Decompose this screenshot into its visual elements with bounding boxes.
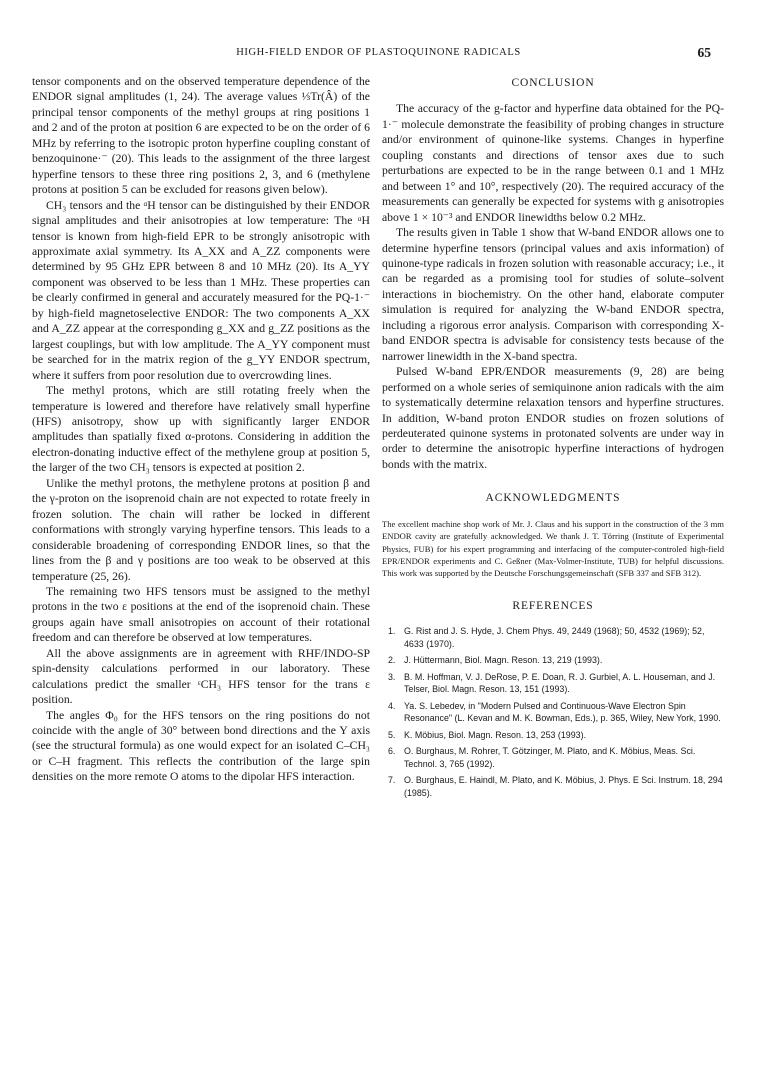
reference-item	[382, 654, 724, 667]
paragraph: tensor components and on the observed temperature dependence of the ENDOR signal amplitudes (1, 24). The average values ⅓Tr(Â) of the principal tensor components of the methyl groups at ring positions 1 and 2 and of the proton at position 6 are expected to be on the order of 6 MHz by referring to the isotropic proton hyperfine coupling constant of benzoquinone·⁻ (20). This leads to the assignment of the three largest hyperfine tensors to these three ring positions 2, 3, and 6 (methylene protons at position 5 can be excluded for reasons given below).	[32, 75, 370, 197]
reference-number: 2.	[388, 655, 396, 666]
paragraph: The remaining two HFS tensors must be assigned to the methyl protons in the two ε positions at the end of the isoprenoid chain. These groups again have small anisotropies on account of their rotational freedom and can therefore be observed at low temperatures.	[32, 584, 370, 645]
reference-number: 1.	[388, 626, 396, 637]
running-title: HIGH-FIELD ENDOR OF PLASTOQUINONE RADICALS	[236, 47, 521, 58]
paragraph: CH₃ tensors and the ᵅH tensor can be distinguished by their ENDOR signal amplitudes and their anisotropies at low temperature: The ᵅH tensor is known from high-field EPR to be strongly anisotropic with approximate axial symmetry. Its A_XX and A_ZZ components were determined by 95 GHz EPR between 8 and 10 MHz (20). Its A_YY component was observed to be less than 1 MHz. These properties can be clearly confirmed in general and accurately measured for the PQ-1·⁻ by high-field magnetoselective ENDOR: The two components A_XX and A_ZZ appear at the corresponding g_XX and g_ZZ positions as the largest couplings, but with low amplitude. The A_YY component must be searched for in the matrix region of the g_YY ENDOR spectrum, where it suffers from poor resolution due to overcrowding lines.	[32, 198, 370, 382]
paragraph: Pulsed W-band EPR/ENDOR measurements (9, 28) are being performed on a whole series of semiquinone anion radicals with the aim to systematically determine relaxation tensors and hyperfine structures. In addition, W-band proton ENDOR studies on frozen solutions of perdeuterated quinone systems in protonated solvents are under way in order to determine the anisotropic hyperfine interactions of hydrogen bonds with the matrix.	[382, 365, 724, 471]
acknowledgments-text: The excellent machine shop work of Mr. J. Claus and his support in the construction of the 3 mm ENDOR cavity are gratefully acknowledged. We thank J. T. Törring (Institute of Experimental Physics, FUB) for his expert programming and interfacing of the computer-controled high-field EPR/ENDOR experiments and C. Geßner (Max-Volmer-Institute, TUB) for helpful discussions. This work was supported by the Deutsche Forschungsgemeinschaft (SFB 337 and SFB 312).	[382, 518, 724, 579]
left-column	[32, 74, 370, 785]
reference-item	[382, 671, 724, 696]
reference-text: K. Möbius, Biol. Magn. Reson. 13, 253 (1993).	[404, 729, 587, 740]
conclusion-heading: CONCLUSION	[511, 77, 595, 89]
reference-item	[382, 700, 724, 725]
reference-text: O. Burghaus, E. Haindl, M. Plato, and K. Möbius, J. Phys. E Sci. Instrum. 18, 294 (1985).	[404, 775, 723, 798]
reference-text: B. M. Hoffman, V. J. DeRose, P. E. Doan, R. J. Gurbiel, A. L. Houseman, and J. Telser, Biol. Magn. Reson. 13, 151 (1993).	[404, 671, 716, 695]
reference-number: 4.	[388, 700, 396, 711]
reference-number: 3.	[388, 671, 396, 682]
references-heading: REFERENCES	[512, 599, 594, 612]
reference-item	[382, 729, 724, 742]
reference-number: 5.	[388, 729, 396, 740]
reference-text: O. Burghaus, M. Rohrer, T. Götzinger, M. Plato, and K. Möbius, Meas. Sci. Technol. 3, 765 (1992).	[404, 746, 696, 769]
paragraph: The angles Φ₀ for the HFS tensors on the ring positions do not coincide with the angle of 30° between bond directions and the Y axis (see the structural formula) as one would expect for an isolated C–CH₃ or C–H fragment. This reflects the contribution of the large spin densities on the more remote O atoms to the dipolar HFS interaction.	[32, 708, 370, 784]
reference-number: 7.	[388, 775, 396, 786]
paragraph: The accuracy of the g-factor and hyperfine data obtained for the PQ-1·⁻ molecule demonstrate the feasibility of probing changes in structure and/or environment of quinone-like systems. Changes in hyperfine coupling constants and directions of tensor axes due to such perturbations are expected to be in the range between 0.1 and 1 MHz and between 1° and 10°, respectively (20). The required accuracy of the measurements can generally be expected for systems with g anisotropies above 1 × 10⁻³ and ENDOR linewidths below 0.2 MHz.	[382, 102, 724, 224]
reference-item	[382, 625, 724, 650]
reference-number: 6.	[388, 746, 396, 757]
paragraph: All the above assignments are in agreement with RHF/INDO-SP spin-density calculations performed in our laboratory. These calculations predict the smaller ᵋCH₃ HFS tensor for the trans ε position.	[32, 646, 370, 707]
paragraph: The methyl protons, which are still rotating freely when the temperature is lowered and therefore have relatively small hyperfine (HFS) anisotropy, show up with significantly larger ENDOR amplitudes than spatially fixed α-protons. Considering in addition the electron-donating inductive effect of the methylene group at position 5, the larger of the two CH₃ tensors is expected at position 2.	[32, 384, 370, 475]
page-number: 65	[697, 45, 711, 60]
references-list	[382, 625, 724, 799]
reference-item	[382, 745, 724, 770]
reference-text: G. Rist and J. S. Hyde, J. Chem Phys. 49, 2449 (1968); 50, 4532 (1969); 52, 4633 (1970).	[404, 626, 705, 649]
reference-item	[382, 774, 724, 799]
paragraph: The results given in Table 1 show that W-band ENDOR allows one to determine hyperfine tensors (principal values and axis information) of quinone-type radicals in frozen solution with reasonable accuracy; i.e., it can be regarded as a promising tool for studies of solute–solvent interactions in biochemistry. On the other hand, elaborate computer simulation is required for analyzing the W-band ENDOR spectra, including a rigorous error analysis. Comparison with corresponding X-band ENDOR spectra is advisable for consistency tests because of the narrower linewidth in the X-band spectra.	[382, 226, 724, 363]
right-column	[382, 76, 724, 803]
reference-text: J. Hüttermann, Biol. Magn. Reson. 13, 219 (1993).	[404, 655, 603, 666]
acknowledgments-heading: ACKNOWLEDGMENTS	[485, 492, 621, 505]
paragraph: Unlike the methyl protons, the methylene protons at position β and the γ-proton on the isoprenoid chain are not expected to rotate freely in frozen solution. The chain will rather be locked in different conformations with strongly varying hyperfine tensors. This leads to a considerable broadening of corresponding ENDOR lines, so that the lines from the β and γ positions are too weak to be observed at this temperature (25, 26).	[32, 476, 370, 583]
running-head	[0, 47, 757, 63]
reference-text: Ya. S. Lebedev, in "Modern Pulsed and Continuous-Wave Electron Spin Resonance" (L. Kevan and M. K. Bowman, Eds.), p. 365, Wiley, New York, 1990.	[404, 700, 721, 724]
